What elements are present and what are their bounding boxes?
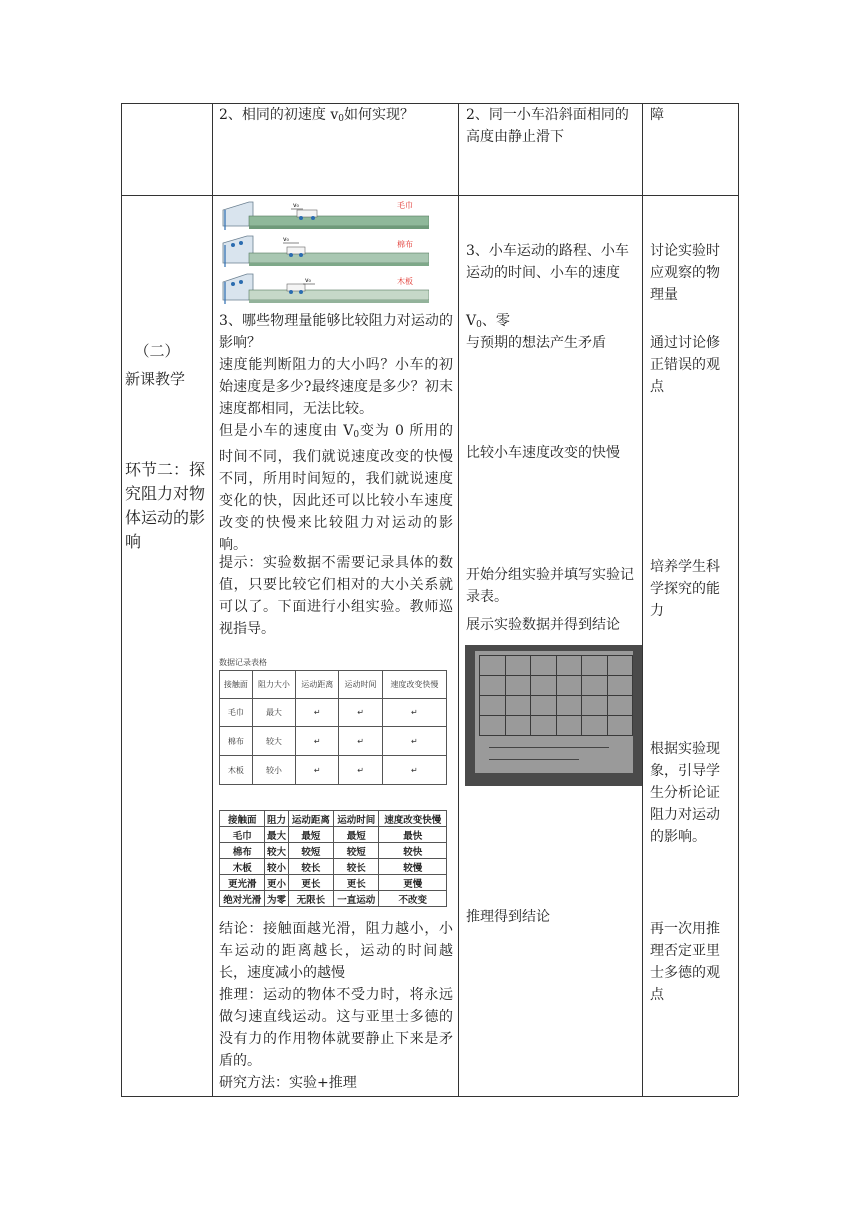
table1-cell: ↵: [296, 727, 339, 756]
row1-question: 2、相同的初速度 $v_0$如何实现？: [219, 107, 415, 124]
table2-row: [220, 859, 447, 875]
discussion-para-1: 速度能判断阻力的大小吗？小车的初始速度是多少?最终速度是多少？初末速度都相同，无法比较。: [219, 357, 453, 417]
table2-cell: 更光滑: [220, 875, 265, 891]
row1-purpose: 障: [650, 107, 664, 123]
table-border-bottom: [121, 1096, 738, 1097]
answer-compare-speed-change: 比较小车速度改变的快慢: [466, 445, 620, 461]
table1-cell: 最大: [252, 699, 295, 727]
row1-answer: 2、同一小车沿斜面相同的高度由静止滑下: [466, 107, 629, 145]
table1-cell: ↵: [296, 699, 339, 727]
table2-cell: 最大: [265, 827, 288, 843]
blank-data-table: [219, 670, 447, 785]
table1-cell: 较大: [252, 727, 295, 756]
table1-cell: ↵: [382, 756, 446, 785]
table2-row: [220, 891, 447, 907]
table1-caption: 数据记录表格: [219, 658, 267, 667]
answer-contradiction: 与预期的想法产生矛盾: [466, 335, 606, 351]
student-data-photo: [465, 645, 642, 786]
table2-cell: 较短: [334, 843, 379, 859]
table2-cell: 更慢: [379, 875, 447, 891]
table1-header-cell: 速度改变快慢: [382, 671, 446, 699]
answer-reasoning: 推理得到结论: [466, 909, 550, 925]
table2-cell: 更长: [334, 875, 379, 891]
answer-quantities: 3、小车运动的路程、小车运动的时间、小车的速度: [466, 243, 629, 281]
reasoning-text: 推理：运动的物体不受力时，将永远做匀速直线运动。这与亚里士多德的没有力的作用物体就要静止下来是矛盾的。: [219, 987, 453, 1069]
table2-row: [220, 827, 447, 843]
section-part: （二）: [134, 342, 180, 360]
table1-cell: ↵: [339, 756, 382, 785]
table2-cell: 较快: [379, 843, 447, 859]
ramp-towel-v0: v₀: [293, 202, 299, 209]
experiment-hint: 提示：实验数据不需要记录具体的数值，只要比较它们相对的大小关系就可以了。下面进行小组实验。教师巡视指导。: [219, 555, 453, 637]
table2-header-cell: 阻力: [265, 811, 288, 827]
table2-cell: 绝对光滑: [220, 891, 265, 907]
table1-cell: 毛巾: [220, 699, 253, 727]
table1-row: [220, 727, 447, 756]
table2-cell: 为零: [265, 891, 288, 907]
table2-cell: 最短: [334, 827, 379, 843]
table2-cell: 最短: [288, 827, 333, 843]
question-3: 3、哪些物理量能够比较阻力对运动的影响？: [219, 313, 453, 351]
ramp-cloth-image: [219, 233, 429, 269]
table2-header-cell: 运动时间: [334, 811, 379, 827]
table2-row: [220, 843, 447, 859]
table1-cell: ↵: [339, 727, 382, 756]
section-step: 环节二：探究阻力对物体运动的影响: [125, 460, 206, 551]
research-method: 研究方法：实验+推理: [219, 1075, 357, 1091]
purpose-inquiry: 培养学生科学探究的能力: [650, 559, 720, 619]
table2-cell: 较长: [288, 859, 333, 875]
discussion-para-2: 但是小车的速度由 $V_0$变为 0 所用的时间不同，我们就说速度改变的快慢不同，所用时间短的，我们就说速度变化的快，因此还可以比较小车速度改变的快慢来比较阻力对运动的影响。: [219, 423, 453, 553]
ramp-board-v0: v₀: [305, 277, 311, 284]
table2-cell: 较慢: [379, 859, 447, 875]
table1-header-cell: 运动距离: [296, 671, 339, 699]
table2-cell: 不改变: [379, 891, 447, 907]
table-divider-3: [642, 103, 643, 1096]
answer-velocity: $V_0$、零: [466, 313, 510, 330]
ramp-cloth-v0: v₀: [283, 236, 289, 243]
completed-data-table: [219, 810, 447, 907]
ramp-cloth-label: 棉布: [397, 240, 413, 249]
table1-cell: ↵: [296, 756, 339, 785]
ramp-towel-image: [219, 196, 429, 232]
table1-row: [220, 699, 447, 727]
table1-cell: 棉布: [220, 727, 253, 756]
purpose-analysis: 根据实验现象，引导学生分析论证阻力对运动的影响。: [650, 741, 720, 845]
purpose-discuss: 讨论实验时应观察的物理量: [650, 243, 720, 303]
table2-cell: 更长: [288, 875, 333, 891]
table1-row: [220, 756, 447, 785]
table2-cell: 无限长: [288, 891, 333, 907]
table-border-left: [121, 103, 122, 1096]
table2-cell: 棉布: [220, 843, 265, 859]
table2-cell: 毛巾: [220, 827, 265, 843]
table1-cell: ↵: [339, 699, 382, 727]
ramp-towel-label: 毛巾: [397, 201, 413, 210]
row-divider: [121, 195, 738, 196]
table-divider-1: [212, 103, 213, 1096]
table2-row: [220, 875, 447, 891]
table1-header-cell: 运动时间: [339, 671, 382, 699]
table-divider-2: [458, 103, 459, 1096]
conclusion-text: 结论：接触面越光滑，阻力越小，小车运动的距离越长，运动的时间越长，速度减小的越慢: [219, 921, 453, 981]
table1-header-cell: 接触面: [220, 671, 253, 699]
table2-header-cell: 运动距离: [288, 811, 333, 827]
answer-show-data: 展示实验数据并得到结论: [466, 617, 620, 633]
table2-header-cell: 速度改变快慢: [379, 811, 447, 827]
purpose-correct: 通过讨论修正错误的观点: [650, 335, 720, 395]
table2-cell: 较小: [265, 859, 288, 875]
purpose-negate: 再一次用推理否定亚里士多德的观点: [650, 921, 720, 1003]
table2-cell: 一直运动: [334, 891, 379, 907]
table2-cell: 最快: [379, 827, 447, 843]
answer-start-experiment: 开始分组实验并填写实验记录表。: [466, 567, 634, 605]
table2-cell: 木板: [220, 859, 265, 875]
table1-cell: ↵: [382, 727, 446, 756]
table1-header-cell: 阻力大小: [252, 671, 295, 699]
table2-header-row: [220, 811, 447, 827]
table2-header-cell: 接触面: [220, 811, 265, 827]
table2-cell: 更小: [265, 875, 288, 891]
table1-cell: 木板: [220, 756, 253, 785]
ramp-board-image: [219, 270, 429, 306]
table2-cell: 较大: [265, 843, 288, 859]
table2-cell: 较长: [334, 859, 379, 875]
table1-cell: ↵: [382, 699, 446, 727]
ramp-board-label: 木板: [397, 277, 413, 286]
table-border-right: [738, 103, 739, 1096]
table1-cell: 较小: [252, 756, 295, 785]
section-lesson: 新课教学: [125, 370, 186, 388]
table2-cell: 较短: [288, 843, 333, 859]
table1-header-row: [220, 671, 447, 699]
